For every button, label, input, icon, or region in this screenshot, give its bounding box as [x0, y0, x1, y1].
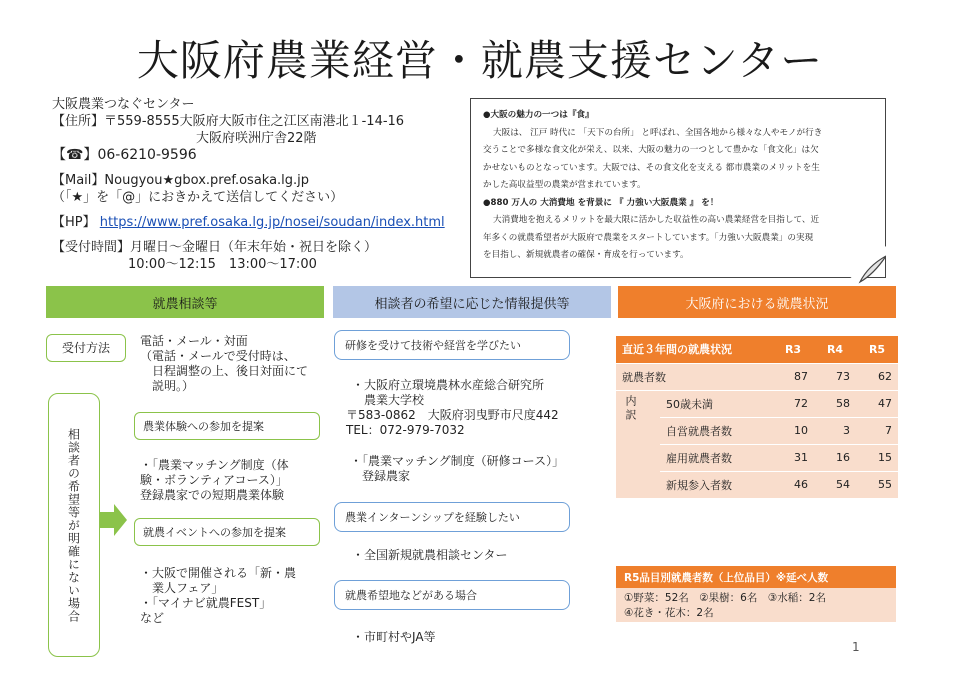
preferred-location-text: ・市町村やJA等 — [352, 630, 436, 644]
method-line: 電話・メール・対面 — [140, 334, 248, 348]
table-cell: 新規参入者数 — [660, 471, 772, 498]
org-name: 大阪農業つなぐセンター — [52, 97, 195, 112]
text-line: 〒583-0862 大阪府羽曳野市尺度442 — [346, 408, 559, 422]
table-cell: 50歳未満 — [660, 390, 772, 417]
crop-ranking-title: R5品目別就農者数（上位品目）※延べ人数 — [616, 566, 896, 588]
hours-times: 10:00～12:15 13:00～17:00 — [128, 257, 317, 272]
address-line2: 大阪府咲洲庁舎22階 — [196, 131, 317, 146]
tel-number: 06-6210-9596 — [97, 147, 197, 163]
table-header: R4 — [814, 336, 856, 363]
preferred-location-box: 就農希望地などがある場合 — [334, 580, 570, 610]
table-cell: 7 — [856, 417, 898, 444]
mail-label: 【Mail】 — [52, 173, 105, 188]
mail-address: Nougyou★gbox.pref.osaka.lg.jp — [104, 173, 310, 188]
table-header: R3 — [772, 336, 814, 363]
table-cell: 15 — [856, 444, 898, 471]
method-line: 説明。） — [152, 379, 195, 393]
table-cell: 就農者数 — [616, 363, 772, 390]
crop-ranking-line: ④花き・花木：2名 — [624, 607, 714, 619]
page-title: 大阪府農業経営・就農支援センター — [136, 36, 824, 85]
table-cell: 16 — [814, 444, 856, 471]
note-text: かした高収益型の農業が営まれています。 — [483, 180, 646, 190]
table-cell: 雇用就農者数 — [660, 444, 772, 471]
osaka-appeal-note — [470, 98, 886, 278]
table-cell: 31 — [772, 444, 814, 471]
address-label: 【住所】 — [52, 114, 105, 129]
text-line: など — [140, 611, 165, 625]
table-cell: 10 — [772, 417, 814, 444]
table-cell: 46 — [772, 471, 814, 498]
text-line: ・「マイナビ就農FEST」 — [140, 596, 272, 610]
note-text: 年多くの就農希望者が大阪府で農業をスタートしています。「力強い大阪農業」の実現 — [483, 232, 814, 243]
text-line: ・「農業マッチング制度（研修コース）」 — [350, 454, 565, 468]
text-line: 農業大学校 — [364, 393, 425, 407]
table-row — [616, 363, 898, 390]
page-curl-icon — [846, 246, 886, 284]
text-line: 登録農家での短期農業体験 — [140, 488, 285, 502]
note-text: 大消費地を抱えるメリットを最大限に活かした収益性の高い農業経営を目指して、近 — [493, 215, 820, 225]
text-line: ・大阪府立環境農林水産総合研究所 — [352, 378, 545, 392]
hp-label: 【HP】 — [52, 215, 96, 230]
farm-experience-box: 農業体験への参加を提案 — [134, 412, 320, 440]
text-line: ・大阪で開催される「新・農 — [140, 566, 297, 580]
note-text: 大阪は、 江戸 時代に 「天下の台所」 と呼ばれ、全国各地から様々な人やモノが行き — [493, 127, 823, 138]
table-cell: 58 — [814, 390, 856, 417]
text-line: ・「農業マッチング制度（体 — [140, 458, 289, 472]
matching-text — [350, 454, 616, 484]
band-info-provision: 相談者の希望に応じた情報提供等 — [333, 286, 611, 318]
training-box: 研修を受けて技術や経営を学びたい — [334, 330, 570, 360]
hp-link[interactable]: https://www.pref.osaka.lg.jp/nosei/soudan/index.html — [99, 215, 445, 230]
hours-label: 【受付時間】 — [52, 240, 131, 255]
page-number: 1 — [852, 640, 860, 654]
event-participation-box: 就農イベントへの参加を提案 — [134, 518, 320, 546]
crop-ranking-line: ①野菜：52名 ②果樹：6名 ③水稲：2名 — [624, 592, 826, 604]
arrow-right-icon — [98, 502, 128, 538]
table-row — [616, 390, 898, 417]
note-text: を目指し、新規就農者の確保・育成を行っています。 — [483, 250, 689, 260]
unclear-needs-box — [48, 393, 100, 657]
band-farming-status: 大阪府における就農状況 — [618, 286, 896, 318]
contact-info — [52, 96, 445, 273]
breakdown-cell — [616, 390, 660, 498]
table-cell: 3 — [814, 417, 856, 444]
table-cell: 62 — [856, 363, 898, 390]
band-consultation: 就農相談等 — [46, 286, 324, 318]
event-participation-text — [140, 566, 330, 626]
table-cell: 47 — [856, 390, 898, 417]
internship-text: ・全国新規就農相談センター — [352, 548, 508, 562]
text-line: TEL：072-979-7032 — [346, 423, 465, 437]
hours-days: 月曜日～金曜日（年末年始・祝日を除く） — [130, 240, 378, 255]
note-text: かせないものとなっています。大阪では、その食文化を支える 都市農業のメリットを生 — [483, 162, 820, 173]
farm-experience-text — [140, 458, 330, 503]
table-cell: 55 — [856, 471, 898, 498]
training-text — [346, 378, 612, 438]
method-line: 日程調整の上、後日対面にて — [152, 364, 309, 378]
address-line1: 〒559-8555大阪府大阪市住之江区南港北１-14-16 — [104, 114, 405, 129]
method-line: （電話・メールで受付時は、 — [140, 349, 296, 363]
table-cell: 54 — [814, 471, 856, 498]
note-heading-1: ●大阪の魅力の一つは『食』 — [483, 110, 594, 120]
table-header-row — [616, 336, 898, 363]
farming-status-table — [616, 336, 898, 498]
reception-method-label: 受付方法 — [46, 334, 126, 362]
note-text: 交うことで多様な食文化が栄え、以来、大阪の魅力の一つとして豊かな「食文化」は欠 — [483, 145, 819, 155]
table-header: R5 — [856, 336, 898, 363]
tel-label: 【☎】 — [52, 147, 98, 163]
table-cell: 87 — [772, 363, 814, 390]
text-line: 業人フェア」 — [152, 581, 224, 595]
note-heading-2: ●880 万人の 大消費地 を背景に 『 力強い大阪農業 』 を！ — [483, 197, 719, 208]
reception-method-text — [140, 334, 320, 394]
text-line: 験・ボランティアコース）」 — [140, 473, 288, 487]
breakdown-label: 内訳 — [624, 394, 637, 423]
table-cell: 72 — [772, 390, 814, 417]
table-header: 直近３年間の就農状況 — [616, 336, 772, 363]
internship-box: 農業インターンシップを経験したい — [334, 502, 570, 532]
unclear-needs-label: 相談者の希望等が明確にない場合 — [66, 427, 81, 623]
table-cell: 73 — [814, 363, 856, 390]
text-line: 登録農家 — [362, 469, 411, 483]
crop-ranking-body — [616, 588, 896, 622]
mail-note: （「★」を「@」におきかえて送信してください） — [52, 190, 344, 205]
table-cell: 自営就農者数 — [660, 417, 772, 444]
